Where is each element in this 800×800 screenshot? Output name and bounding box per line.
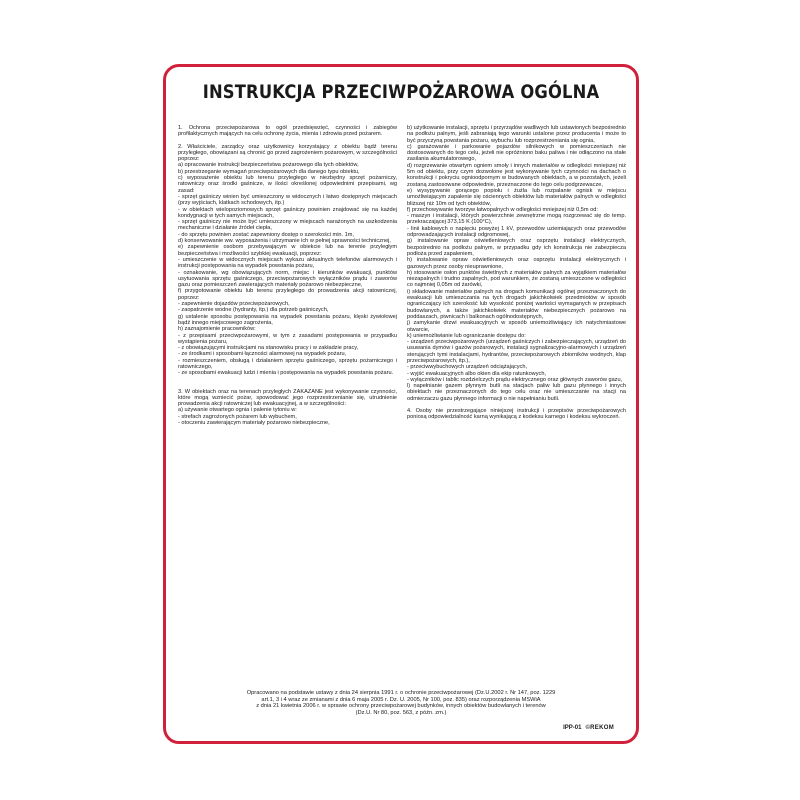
instruction-paragraph: e) wysypywanie gorącego popiołu i żużla lub rozpalanie ognisk w miejscu umożliwiającym zapalenie się ościennych obiektów lub materiałów palnych w odległości bliższej niż 10m od tych obiektów, xyxy=(407,187,626,207)
legal-footer xyxy=(180,690,622,716)
instruction-paragraph: - ze środkami i sposobami łączności alarmowej na wypadek pożaru, xyxy=(178,351,347,358)
instruction-paragraph: - zaopatrzenie wodne (hydranty, itp.) dla potrzeb gaśniczych, xyxy=(178,307,329,314)
instruction-paragraph: d) konserwowanie ww. wyposażenia i utrzymanie ich w pełnej sprawności technicznej, xyxy=(178,238,391,245)
instruction-paragraph: - sprzęt gaśniczy nie może być umieszczony w miejscach narażonych na uszkodzenia mechaniczne i działanie źródeł ciepła, xyxy=(178,219,397,232)
fire-instruction-sign xyxy=(163,64,639,744)
instruction-paragraph: - urządzeń przeciwpożarowych (urządzeń gaśniczych i zabezpieczających, urządzeń do usuwania dymów i gazów pożarowych, instalacji sygnalizacyjno-alarmowych i urządzeń sterujących tymi instalacjami, hydrantów, przeciwpożarowych zbiorników wodnych, klap przeciwpożarowych, itp.), xyxy=(407,339,626,364)
instruction-paragraph: f) przechowywanie tworzyw łatwopalnych w odległości mniejszej niż 0,5m od: xyxy=(407,206,598,213)
instruction-paragraph: - strefach zagrożonych pożarem lub wybuchem, xyxy=(178,413,297,420)
instruction-paragraph: e) zapewnienie osobom przebywającym w obiekcie lub na terenie przyległym bezpieczeństwa i możliwości szybkiej ewakuacji, poprzez: xyxy=(178,244,397,257)
sign-code: IPP-01 xyxy=(563,725,582,731)
instruction-paragraph: c) wyposażenie obiektu lub terenu przyległego w niezbędny sprzęt pożarniczy, ratowniczy oraz środki gaśnicze, w ilości określonej odpowiednimi przepisami, wg zasad: xyxy=(178,175,397,194)
instruction-paragraph: - wyłączników i tablic rozdzielczych prądu elektrycznego oraz głównych zaworów gazu, xyxy=(407,376,623,383)
left-column xyxy=(178,125,397,426)
instruction-paragraph: h) instalowanie opraw oświetleniowych oraz osprzętu instalacji elektrycznych i gazowych przez osoby nieuprawnione, xyxy=(407,257,626,270)
instruction-paragraph: 4. Osoby nie przestrzegające niniejszej instrukcji i przepisów przeciwpożarowych poniosą odpowiedzialność karną wynikającą z kodeksu karnego i kodeksu wykroczeń. xyxy=(407,408,626,421)
footer-line: z dnia 21 kwietnia 2006 r. w sprawie ochrony przeciwpożarowej budynków, innych obiektów budowlanych i terenów xyxy=(256,703,546,710)
instruction-paragraph: 2. Właściciele, zarządcy oraz użytkownicy korzystający z obiektu bądź terenu przyległego, obowiązani są chronić go przed zagrożeniem pożarowym, w szczególności poprzez: xyxy=(178,143,397,163)
instruction-paragraph: 3. W obiektach oraz na terenach przyległych ZAKAZANE jest wykonywanie czynności, które mogą wzniecić pożar, spowodować jego rozprzestrzenianie się, utrudnienie prowadzenia akcji ratowniczej lub ewakuacyjnej, a w szczególności: xyxy=(178,388,397,408)
instruction-paragraph: - do sprzętu powinien zostać zapewniony dostęp o szerokości min. 1m, xyxy=(178,231,354,238)
brand-logo: ©REKOM xyxy=(585,725,614,731)
instruction-paragraph: d) rozgrzewanie otwartym ogniem smoły i innych materiałów w odległości mniejszej niż 5m od obiektu, przy czym dozwolone jest wykonywanie tych czynności na dachach o konstrukcji i pokryciu ognioodpornym w budowanych obiektach, a w pozostałych, jeżeli zostaną zastosowane odpowiednie, przeznaczone do tego celu podgrzewacze, xyxy=(407,162,626,188)
instruction-paragraph: a) używanie otwartego ognia i palenie tytoniu w: xyxy=(178,407,297,414)
instruction-paragraph: h) stosowanie osłon punktów świetlnych z materiałów palnych za wyjątkiem materiałów niezapalnych i trudno zapalnych, pod warunkiem, że zostaną umieszczone w odległości co najmniej 0,05m od żarówki, xyxy=(407,269,626,289)
sign-code-brand xyxy=(563,725,614,731)
instruction-paragraph: - ze sposobami ewakuacji ludzi i mienia i postępowania na wypadek powstania pożaru. xyxy=(178,370,394,377)
right-column xyxy=(407,125,626,421)
instruction-paragraph: - z przepisami przeciwpożarowymi, w tym z zasadami postępowania w przypadku wystąpienia pożaru, xyxy=(178,332,397,345)
instruction-paragraph: j) zamykanie drzwi ewakuacyjnych w sposób uniemożliwiający ich natychmiastowe otwarcie, xyxy=(407,320,626,333)
instruction-paragraph: a) opracowanie instrukcji bezpieczeństwa pożarowego dla tych obiektów, xyxy=(178,162,359,169)
instruction-paragraph: - z obowiązującymi instrukcjami na stanowisku pracy i w zakładzie pracy, xyxy=(178,345,359,352)
footer-line: Opracowano na podstawie ustawy z dnia 24 sierpnia 1991 r. o ochronie przeciwpożarowej (Dz.U.2002 r. Nr 147, poz. 1229 xyxy=(246,690,556,696)
instruction-paragraph: f) przygotowanie obiektu lub terenu przyległego do prowadzenia akcji ratowniczej, poprzez: xyxy=(178,288,397,301)
instruction-paragraph: - umieszczenie w widocznych miejscach wykazu aktualnych telefonów alarmowych i instrukcji postępowania na wypadek powstania pożaru, xyxy=(178,256,397,270)
instruction-paragraph: - maszyn i instalacji, których powierzchnie zewnętrzne mogą rozgrzewać się do temp. przekraczającej 373,15 K (100°C), xyxy=(407,213,626,226)
instruction-paragraph: - przeciwwybuchowych urządzeń odciążających, xyxy=(407,364,528,371)
instruction-paragraph: b) użytkowanie instalacji, sprzętu i przyrządów wadliwych lub ustawionych bezpośrednio na podłożu palnym, jeśli zabraniają tego warunki ustalone przez producenta i może to być przyczyną powstania pożaru, wybuchu lub rozprzestrzeniania się ognia, xyxy=(407,125,626,144)
instruction-paragraph: g) instalowanie opraw oświetleniowych oraz osprzętu instalacji elektrycznych, bezpośrednio na podłożu palnym, w przypadku gdy ich konstrukcja nie zabezpiecza podłoża przed zapaleniem, xyxy=(407,238,626,257)
instruction-paragraph: - wyjść ewakuacyjnych albo okien dla ekip ratunkowych, xyxy=(407,370,546,377)
footer-line: art.1, 3 i 4 wraz ze zmianami z dnia 6 maja 2005 r. Dz. U. 2005, Nr 100, poz. 835) oraz rozporządzenia MSWiA xyxy=(261,696,541,703)
instruction-paragraph: l) napełnianie gazem płynnym butli na stacjach paliw lub gazu płynnego i innych obiektach nie przeznaczonych do tego celu oraz nie umieszczanie na stacji na odmierzaczu gazu płynnego informacji o nie napełnianiu butli. xyxy=(407,383,626,402)
instruction-paragraph: h) zaznajomienie pracowników: xyxy=(178,326,256,333)
instruction-paragraph: - zapewnienie dojazdów przeciwpożarowych, xyxy=(178,301,290,308)
instruction-paragraph: - w obiektach wielopoziomowych sprzęt gaśniczy powinien znajdować się na każdej kondygnacji w tych samych miejscach, xyxy=(178,206,397,219)
instruction-paragraph: k) uniemożliwianie lub ograniczanie dostępu do: xyxy=(407,332,526,339)
instruction-paragraph: 1. Ochrona przeciwpożarowa to ogół przedsięwzięć, czynności i zabiegów profilaktycznych mających na celu ochronę życia, mienia i zdrowia przed pożarem. xyxy=(178,125,397,138)
instruction-paragraph: - oznakowanie, wg obowiązujących norm, miejsc i kierunków ewakuacji, punktów usytuowania sprzętu gaśniczego, przeciwpożarowych wyłączników prądu i zaworów gazu oraz pomieszczeń zawierających materiały pożarowo niebezpieczne, xyxy=(178,269,397,289)
instruction-paragraph: - linii kablowych o napięciu powyżej 1 kV, przewodów uziemiających oraz przewodów odprowadzających instalacji odgromowej, xyxy=(407,225,626,239)
footer-line: (Dz.U. Nr 80, poz. 563, z późn. zm.) xyxy=(355,709,447,716)
instruction-paragraph: - otoczeniu zawierającym materiały pożarowo niebezpieczne, xyxy=(178,420,330,427)
instruction-paragraph: g) ustalenie sposobu postępowania na wypadek powstania pożaru, klęski żywiołowej bądź innego miejscowego zagrożenia, xyxy=(178,313,397,326)
instruction-paragraph: c) garażowanie i parkowanie pojazdów silnikowych w pomieszczeniach nie dostosowanych do tego celu, jeżeli nie opróżniono baku paliwa i nie odłączono na stałe zasilania akumulatorowego, xyxy=(407,143,626,163)
instruction-paragraph: - sprzęt gaśniczy winien być umieszczony w widocznych i łatwo dostępnych miejscach (przy wyjściach, klatkach schodowych, itp.) xyxy=(178,193,397,207)
instruction-paragraph: - rozmieszczeniem, obsługą i działaniem sprzętu gaśniczego, sprzętu pożarniczego i ratowniczego, xyxy=(178,357,397,370)
instruction-paragraph: i) składowanie materiałów palnych na drogach komunikacji ogólnej przeznaczonych do ewakuacji lub umieszczania na tych drogach jakichkolwiek przedmiotów w sposób ograniczający ich szerokość lub wysokość poniżej wartości wymaganych w przepisach budowlanych, a także jakichkolwiek materiałów niebezpiecznych pożarowo na poddaszach, piwnicach i balkonach ogólnodostępnych, xyxy=(407,288,626,320)
instruction-paragraph: b) przestrzeganie wymagań przeciwpożarowych dla danego typu obiektu, xyxy=(178,168,360,175)
sign-title: INSTRUKCJA PRZECIWPOŻAROWA OGÓLNA xyxy=(202,81,600,103)
